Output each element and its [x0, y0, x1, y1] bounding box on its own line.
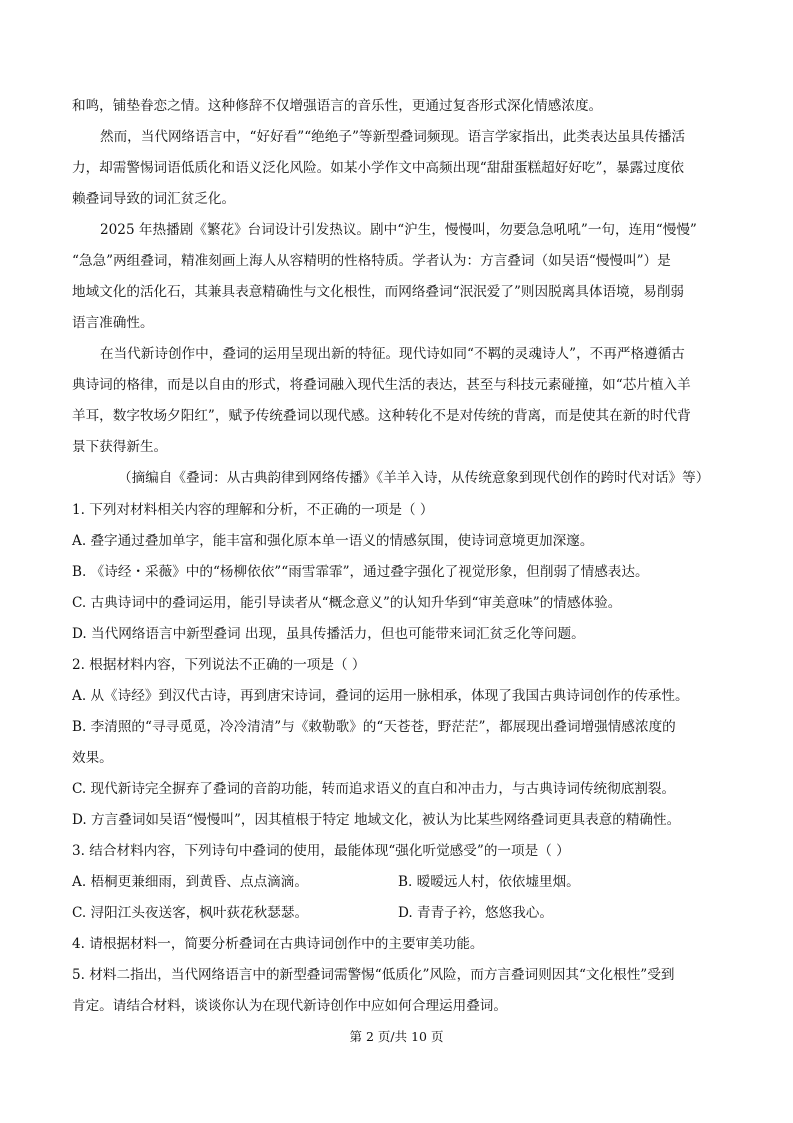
question-1-stem: 1. 下列对材料相关内容的理解和分析，不正确的一项是（ ）	[72, 502, 434, 518]
paragraph-line: 典诗词的格律，而是以自由的形式，将叠词融入现代生活的表达，甚至与科技元素碰撞，如“芯片植入羊	[72, 377, 691, 393]
question-3-option-c: C. 浔阳江头夜送客，枫叶荻花秋瑟瑟。	[72, 905, 309, 921]
paragraph-line: 力，却需警惕词语低质化和语义泛化风险。如某小学作文中高频出现“甜甜蛋糕超好好吃”，暴露过度依	[72, 160, 685, 176]
paragraph-line: 和鸣，铺垫眷恋之情。这种修辞不仅增强语言的音乐性，更通过复沓形式深化情感浓度。	[72, 98, 603, 114]
question-1-option-d: D. 当代网络语言中新型叠词 出现，虽具传播活力，但也可能带来词汇贫乏化等问题。	[72, 626, 585, 642]
paragraph-line: 羊耳，数字牧场夕阳红”，赋予传统叠词以现代感。这种转化不是对传统的背离，而是使其在新的时代背	[72, 408, 691, 424]
question-2-option-b: B. 李清照的“寻寻觅觅，冷冷清清”与《敕勒歌》的“天苍苍，野茫茫”，都展现出叠词增强情感浓度的	[72, 719, 676, 735]
question-3-option-a: A. 梧桐更兼细雨，到黄昏、点点滴滴。	[72, 874, 308, 890]
question-3-option-b: B. 暧暧远人村，依依墟里烟。	[398, 874, 580, 890]
paragraph-line: 在当代新诗创作中，叠词的运用呈现出新的特征。现代诗如同“不羁的灵魂诗人”，不再严格遵循古	[100, 346, 685, 362]
question-2-option-d: D. 方言叠词如吴语“慢慢叫”，因其植根于特定 地域文化，被认为比某些网络叠词更具表意的精确性。	[72, 812, 681, 828]
question-3-stem: 3. 结合材料内容，下列诗句中叠词的使用，最能体现“强化听觉感受”的一项是（ ）	[72, 843, 570, 859]
question-1-option-c: C. 古典诗词中的叠词运用，能引导读者从“概念意义”的认知升华到“审美意味”的情感体验。	[72, 595, 622, 611]
question-2-option-b-cont: 效果。	[72, 750, 113, 766]
page-footer: 第 2 页/共 10 页	[349, 1029, 444, 1044]
paragraph-line: 景下获得新生。	[72, 439, 168, 455]
question-2-option-c: C. 现代新诗完全摒弃了叠词的音韵功能，转而追求语义的直白和冲击力，与古典诗词传统彻底割裂。	[72, 781, 676, 797]
paragraph-line: 2025 年热播剧《繁花》台词设计引发热议。剧中“沪生，慢慢叫，勿要急急吼吼”一句，连用“慢慢”	[100, 222, 697, 238]
question-1-option-b: B. 《诗经・采薇》中的“杨柳依依”“雨雪霏霏”，通过叠字强化了视觉形象，但削弱了情感表达。	[72, 564, 649, 580]
paragraph-line: 地域文化的活化石，其兼具表意精确性与文化根性，而网络叠词“泯泯爱了”则因脱离具体语境，易削弱	[72, 284, 685, 300]
source-citation: （摘编自《叠词：从古典韵律到网络传播》《羊羊入诗，从传统意象到现代创作的跨时代对话》等）	[118, 470, 710, 486]
question-5-stem-cont: 肯定。请结合材料，谈谈你认为在现代新诗创作中应如何合理运用叠词。	[72, 998, 507, 1014]
paragraph-line: 语言准确性。	[72, 315, 154, 331]
question-5-stem: 5. 材料二指出，当代网络语言中的新型叠词需警惕“低质化”风险，而方言叠词则因其“文化根性”受到	[72, 967, 675, 983]
paragraph-line: 然而，当代网络语言中，“好好看”“绝绝子”等新型叠词频现。语言学家指出，此类表达虽具传播活	[100, 129, 686, 145]
paragraph-line: “急急”两组叠词，精准刻画上海人从容精明的性格特质。学者认为：方言叠词（如吴语“慢慢叫”）是	[72, 253, 671, 269]
question-3-option-d: D. 青青子衿，悠悠我心。	[398, 905, 553, 921]
question-2-option-a: A. 从《诗经》到汉代古诗，再到唐宋诗词，叠词的运用一脉相承，体现了我国古典诗词创作的传承性。	[72, 688, 689, 704]
question-1-option-a: A. 叠字通过叠加单字，能丰富和强化原本单一语义的情感氛围，使诗词意境更加深邃。	[72, 533, 594, 549]
question-4-stem: 4. 请根据材料一，简要分析叠词在古典诗词创作中的主要审美功能。	[72, 936, 484, 952]
paragraph-line: 赖叠词导致的词汇贫乏化。	[72, 191, 236, 207]
question-2-stem: 2. 根据材料内容，下列说法不正确的一项是（ ）	[72, 657, 366, 673]
